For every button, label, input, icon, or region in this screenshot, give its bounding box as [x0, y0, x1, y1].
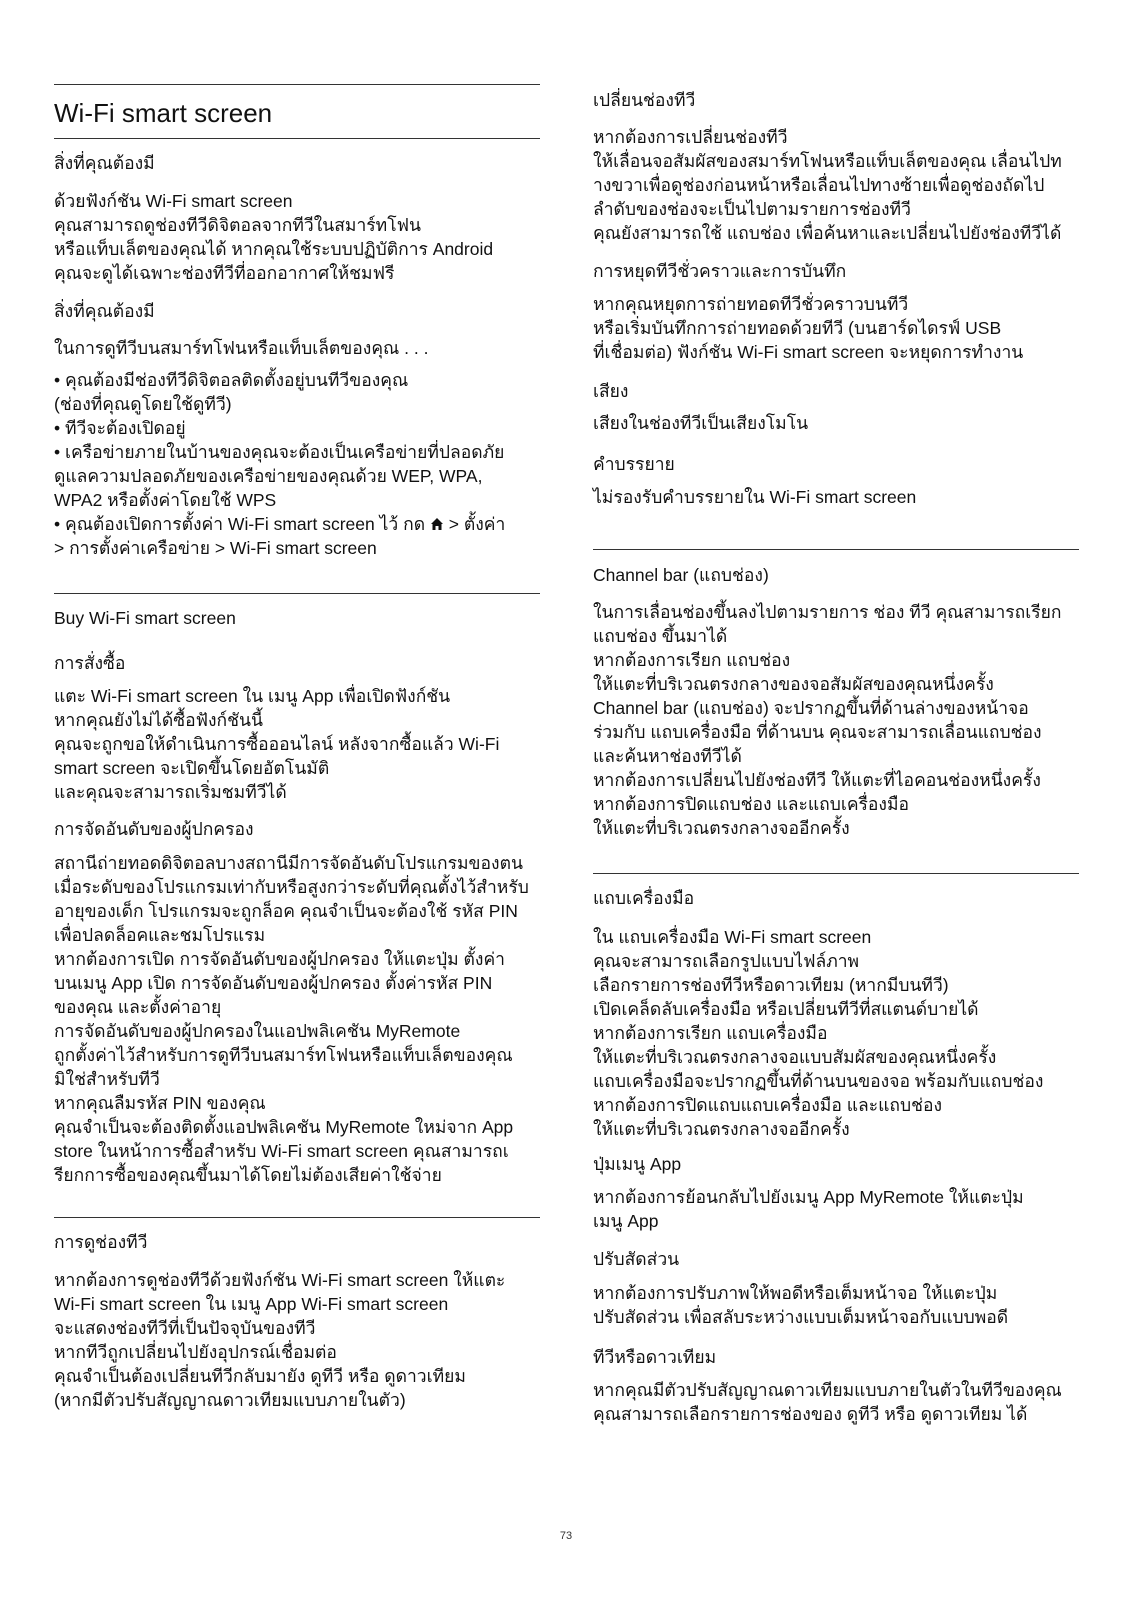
- text-line: หากต้องการเรียก แถบช่อง: [593, 650, 791, 670]
- text-line: Channel bar (แถบช่อง) จะปรากฏขึ้นที่ด้านล่างของหน้าจอ: [593, 698, 1029, 718]
- requirements-lead: ในการดูทีวีบนสมาร์ทโฟนหรือแท็บเล็ตของคุณ . . .: [54, 338, 429, 358]
- section-heading: การดูช่องทีวี: [54, 1232, 148, 1252]
- text-line: ด้วยฟังก์ชัน Wi-Fi smart screen: [54, 191, 293, 211]
- text-line: ในการเลื่อนช่องขึ้นลงไปตามรายการ ช่อง ทีวี คุณสามารถเรียก: [593, 602, 1062, 622]
- text-line: หากต้องการเปลี่ยนช่องทีวี: [593, 127, 788, 147]
- text-line: มิใช่สำหรับทีวี: [54, 1069, 160, 1089]
- section-heading: Buy Wi-Fi smart screen: [54, 608, 236, 628]
- text-line: ที่เชื่อมต่อ) ฟังก์ชัน Wi-Fi smart screen จะหยุดการทำงาน: [593, 342, 1024, 362]
- subsection-heading: ปรับสัดส่วน: [593, 1249, 680, 1269]
- text-line: หากคุณยังไม่ได้ซื้อฟังก์ชันนี้: [54, 710, 263, 730]
- text-fragment: • คุณต้องเปิดการตั้งค่า Wi-Fi smart screen ไว้ กด: [54, 514, 430, 534]
- subsection-heading: การจัดอันดับของผู้ปกครอง: [54, 819, 254, 839]
- text-line: จะแสดงช่องทีวีที่เป็นปัจจุบันของทีวี: [54, 1318, 316, 1338]
- order-paragraph: [54, 684, 499, 804]
- text-line: หากต้องการเปิด การจัดอันดับของผู้ปกครอง ให้แตะปุ่ม ตั้งค่า: [54, 949, 505, 969]
- text-line: ร่วมกับ แถบเครื่องมือ ที่ด้านบน คุณจะสามารถเลื่อนแถบช่อง: [593, 722, 1042, 742]
- subsection-heading: คำบรรยาย: [593, 454, 675, 474]
- page-title: Wi-Fi smart screen: [54, 98, 273, 128]
- text-line: แตะ Wi-Fi smart screen ใน เมนู App เพื่อเปิดฟังก์ชัน: [54, 686, 451, 706]
- text-line: เลือกรายการช่องทีวีหรือดาวเทียม (หากมีบนทีวี): [593, 975, 949, 995]
- text-line: เมนู App: [593, 1211, 659, 1231]
- text-line: คุณจำเป็นจะต้องติดตั้งแอปพลิเคชัน MyRemote ใหม่จาก App: [54, 1117, 514, 1137]
- text-line: หากทีวีถูกเปลี่ยนไปยังอุปกรณ์เชื่อมต่อ: [54, 1342, 337, 1362]
- parental-paragraph: [54, 851, 529, 1187]
- text-line: ถูกตั้งค่าไว้สำหรับการดูทีวีบนสมาร์ทโฟนหรือแท็บเล็ตของคุณ: [54, 1045, 513, 1065]
- text-line: ของคุณ และตั้งค่าอายุ: [54, 997, 222, 1017]
- intro-paragraph: [54, 189, 493, 285]
- text-line: แถบเครื่องมือจะปรากฏขึ้นที่ด้านบนของจอ พร้อมกับแถบช่อง: [593, 1071, 1044, 1091]
- text-line: สถานีถ่ายทอดดิจิตอลบางสถานีมีการจัดอันดับโปรแกรมของตน: [54, 853, 523, 873]
- subtitles-paragraph: [593, 485, 916, 509]
- text-line: างขวาเพื่อดูช่องก่อนหน้าหรือเลื่อนไปทางซ้ายเพื่อดูช่องถัดไป: [593, 175, 1045, 195]
- subsection-heading: เสียง: [593, 381, 629, 401]
- divider: [593, 873, 1079, 874]
- text-line: • เครือข่ายภายในบ้านของคุณจะต้องเป็นเครือข่ายที่ปลอดภัย: [54, 442, 505, 462]
- text-line: ไม่รองรับคำบรรยายใน Wi-Fi smart screen: [593, 487, 917, 507]
- section-heading: สิ่งที่คุณต้องมี: [54, 301, 155, 321]
- section-heading: แถบเครื่องมือ: [593, 888, 695, 908]
- watch-paragraph: [54, 1268, 505, 1412]
- divider: [54, 84, 540, 85]
- change-paragraph: [593, 125, 1062, 245]
- toolbar-paragraph: [593, 925, 1043, 1141]
- subsection-heading: การสั่งซื้อ: [54, 653, 126, 673]
- text-line: • คุณต้องมีช่องทีวีดิจิตอลติดตั้งอยู่บนทีวีของคุณ: [54, 370, 409, 390]
- subsection-heading: ปุ่มเมนู App: [593, 1154, 682, 1174]
- sound-paragraph: [593, 411, 808, 435]
- pause-paragraph: [593, 292, 1023, 364]
- text-line: หากต้องการปิดแถบแถบเครื่องมือ และแถบช่อง: [593, 1095, 943, 1115]
- subsection-heading: ทีวีหรือดาวเทียม: [593, 1347, 717, 1367]
- section-heading: Channel bar (แถบช่อง): [593, 565, 769, 585]
- text-line: หากต้องการปรับภาพให้พอดีหรือเต็มหน้าจอ ให้แตะปุ่ม: [593, 1283, 998, 1303]
- text-line: เปิดเคล็ดลับเครื่องมือ หรือเปลี่ยนทีวีที่สแตนด์บายได้: [593, 999, 979, 1019]
- text-line: รียกการซื้อของคุณขึ้นมาได้โดยไม่ต้องเสียค่าใช้จ่าย: [54, 1165, 442, 1185]
- text-line: ให้แตะที่บริเวณตรงกลางจออีกครั้ง: [593, 818, 850, 838]
- text-line: หากต้องการย้อนกลับไปยังเมนู App MyRemote ให้แตะปุ่ม: [593, 1187, 1024, 1207]
- text-line: คุณจะดูได้เฉพาะช่องทีวีที่ออกอากาศให้ชมฟรี: [54, 263, 395, 283]
- text-line: ลำดับของช่องจะเป็นไปตามรายการช่องทีวี: [593, 199, 911, 219]
- text-line: ใน แถบเครื่องมือ Wi-Fi smart screen: [593, 927, 872, 947]
- text-line: หากต้องการดูช่องทีวีด้วยฟังก์ชัน Wi-Fi smart screen ให้แตะ: [54, 1270, 506, 1290]
- section-heading: เปลี่ยนช่องทีวี: [593, 90, 696, 110]
- text-line: คุณจำเป็นต้องเปลี่ยนทีวีกลับมายัง ดูทีวี หรือ ดูดาวเทียม: [54, 1366, 466, 1386]
- divider: [54, 593, 540, 594]
- text-line: ให้แตะที่บริเวณตรงกลางจอแบบสัมผัสของคุณหนึ่งครั้ง: [593, 1047, 997, 1067]
- text-line: [54, 512, 505, 536]
- text-line: หากต้องการปิดแถบช่อง และแถบเครื่องมือ: [593, 794, 910, 814]
- divider: [54, 138, 540, 139]
- text-line: หากต้องการเปลี่ยนไปยังช่องทีวี ให้แตะที่ไอคอนช่องหนึ่งครั้ง: [593, 770, 1041, 790]
- text-line: คุณจะถูกขอให้ดำเนินการซื้อออนไลน์ หลังจากซื้อแล้ว Wi-Fi: [54, 734, 500, 754]
- text-line: หรือเริ่มบันทึกการถ่ายทอดด้วยทีวี (บนฮาร์ดไดรฟ์ USB: [593, 318, 1002, 338]
- text-line: หากคุณหยุดการถ่ายทอดทีวีชั่วคราวบนทีวี: [593, 294, 909, 314]
- text-line: smart screen จะเปิดขึ้นโดยอัตโนมัติ: [54, 758, 330, 778]
- section-heading: สิ่งที่คุณต้องมี: [54, 153, 155, 173]
- text-line: แถบช่อง ขึ้นมาได้: [593, 626, 728, 646]
- text-line: เมื่อระดับของโปรแกรมเท่ากับหรือสูงกว่าระดับที่คุณตั้งไว้สำหรับ: [54, 877, 529, 897]
- divider: [54, 1217, 540, 1218]
- text-line: คุณสามารถดูช่องทีวีดิจิตอลจากทีวีในสมาร์ทโฟน: [54, 215, 421, 235]
- text-line: เพื่อปลดล็อคและชมโปรแรม: [54, 925, 266, 945]
- text-line: ปรับสัดส่วน เพื่อสลับระหว่างแบบเต็มหน้าจอกับแบบพอดี: [593, 1307, 1009, 1327]
- text-line: ให้แตะที่บริเวณตรงกลางของจอสัมผัสของคุณหนึ่งครั้ง: [593, 674, 994, 694]
- divider: [593, 549, 1079, 550]
- menu-app-paragraph: [593, 1185, 1024, 1233]
- text-line: Wi-Fi smart screen ใน เมนู App Wi-Fi smart screen: [54, 1294, 449, 1314]
- text-line: store ในหน้าการซื้อสำหรับ Wi-Fi smart screen คุณสามารถเ: [54, 1141, 509, 1161]
- text-line: เสียงในช่องทีวีเป็นเสียงโมโน: [593, 413, 809, 433]
- text-line: หรือแท็บเล็ตของคุณได้ หากคุณใช้ระบบปฏิบัติการ Android: [54, 239, 494, 259]
- home-icon: [430, 517, 444, 531]
- text-line: คุณสามารถเลือกรายการช่องของ ดูทีวี หรือ ดูดาวเทียม ได้: [593, 1404, 1028, 1424]
- text-line: หากต้องการเรียก แถบเครื่องมือ: [593, 1023, 828, 1043]
- text-line: (หากมีตัวปรับสัญญาณดาวเทียมแบบภายในตัว): [54, 1390, 406, 1410]
- text-line: ให้แตะที่บริเวณตรงกลางจออีกครั้ง: [593, 1119, 850, 1139]
- text-line: บนเมนู App เปิด การจัดอันดับของผู้ปกครอง ตั้งค่ารหัส PIN: [54, 973, 493, 993]
- text-line: (ช่องที่คุณดูโดยใช้ดูทีวี): [54, 394, 232, 414]
- page-number: 73: [559, 1530, 573, 1542]
- text-line: หากคุณมีตัวปรับสัญญาณดาวเทียมแบบภายในตัวในทีวีของคุณ: [593, 1380, 1062, 1400]
- channel-bar-paragraph: [593, 600, 1062, 840]
- tv-sat-paragraph: [593, 1378, 1062, 1426]
- text-line: ให้เลื่อนจอสัมผัสของสมาร์ทโฟนหรือแท็บเล็ตของคุณ เลื่อนไปท: [593, 151, 1062, 171]
- text-line: คุณจะสามารถเลือกรูปแบบไฟล์ภาพ: [593, 951, 860, 971]
- requirements-list: [54, 368, 505, 560]
- text-line: • ทีวีจะต้องเปิดอยู่: [54, 418, 186, 438]
- text-fragment: > ตั้งค่า: [443, 514, 506, 534]
- text-line: ดูแลความปลอดภัยของเครือข่ายของคุณด้วย WEP, WPA,: [54, 466, 483, 486]
- text-line: > การตั้งค่าเครือข่าย > Wi-Fi smart screen: [54, 538, 377, 558]
- text-line: และคุณจะสามารถเริ่มชมทีวีได้: [54, 782, 287, 802]
- text-line: หากคุณลืมรหัส PIN ของคุณ: [54, 1093, 266, 1113]
- aspect-paragraph: [593, 1281, 1008, 1329]
- subsection-heading: การหยุดทีวีชั่วคราวและการบันทึก: [593, 261, 847, 281]
- text-line: การจัดอันดับของผู้ปกครองในแอปพลิเคชัน MyRemote: [54, 1021, 461, 1041]
- text-line: และค้นหาช่องทีวีได้: [593, 746, 742, 766]
- text-line: WPA2 หรือตั้งค่าโดยใช้ WPS: [54, 490, 277, 510]
- text-line: คุณยังสามารถใช้ แถบช่อง เพื่อค้นหาและเปลี่ยนไปยังช่องทีวีได้: [593, 223, 1062, 243]
- text-line: อายุของเด็ก โปรแกรมจะถูกล็อค คุณจำเป็นจะต้องใช้ รหัส PIN: [54, 901, 518, 921]
